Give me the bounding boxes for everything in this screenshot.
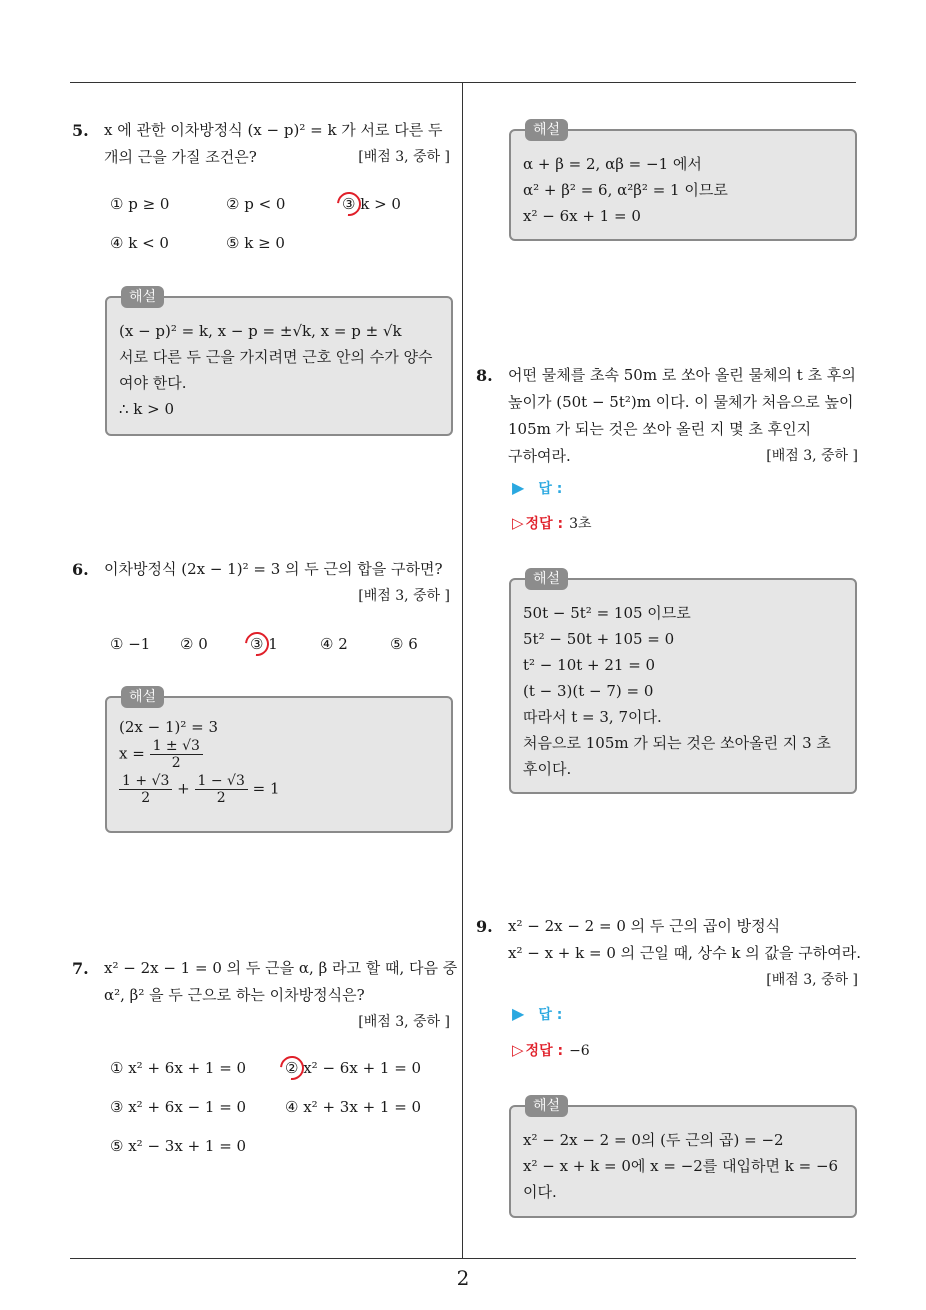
choice-3[interactable]: ③ 1: [250, 635, 278, 653]
explanation-box-9: [509, 1098, 857, 1218]
score-label: [배점 3, 중하 ]: [358, 1014, 450, 1030]
score-label: [배점 3, 중하 ]: [358, 588, 450, 604]
fraction: $\frac{1 - √3}{2}$: [195, 773, 248, 806]
explanation-tag: 해설: [525, 119, 568, 141]
explanation-line: x² − 6x + 1 = 0: [523, 207, 641, 225]
question-text: 어떤 물체를 초속 50m 로 쏘아 올린 물체의 t 초 후의: [508, 366, 856, 384]
choice-2[interactable]: ② x² − 6x + 1 = 0: [285, 1059, 422, 1077]
choice-4[interactable]: ④ x² + 3x + 1 = 0: [285, 1098, 422, 1116]
choice-2[interactable]: ② p < 0: [226, 195, 286, 213]
correct-value: 3초: [569, 516, 592, 532]
outline-triangle-icon: ▷: [512, 514, 524, 532]
question-text: x 에 관한 이차방정식 (x − p)² = k 가 서로 다른 두: [104, 121, 443, 139]
choice-5[interactable]: ⑤ k ≥ 0: [226, 234, 285, 252]
question-number: 7.: [72, 959, 89, 978]
choice-2[interactable]: ② 0: [180, 635, 208, 653]
explanation-line: 50t − 5t² = 105 이므로: [523, 604, 691, 622]
question-text: 높이가 (50t − 5t²)m 이다. 이 물체가 처음으로 높이: [508, 393, 854, 411]
explanation-box-7: [509, 122, 857, 241]
choice-3[interactable]: ③ x² + 6x − 1 = 0: [110, 1098, 247, 1116]
explanation-line: x² − 2x − 2 = 0의 (두 근의 곱) = −2: [523, 1131, 784, 1149]
explanation-box-6: [105, 689, 453, 833]
fraction: $\frac{1 \pm √3}{2}$: [150, 738, 203, 771]
explanation-line: 5t² − 50t + 105 = 0: [523, 630, 675, 648]
choice-4[interactable]: ④ k < 0: [110, 234, 169, 252]
explanation-line: (t − 3)(t − 7) = 0: [523, 682, 654, 700]
question-6: [72, 556, 450, 610]
question-number: 9.: [476, 917, 493, 936]
correct-answer-9: [512, 1040, 590, 1060]
explanation-line: α² + β² = 6, α²β² = 1 이므로: [523, 181, 728, 199]
score-label: [배점 3, 중하 ]: [766, 448, 858, 464]
choice-1[interactable]: ① −1: [110, 635, 151, 653]
explanation-line: (x − p)² = k, x − p = ±√k, x = p ± √k: [119, 322, 402, 340]
play-triangle-icon: ▶: [512, 1004, 525, 1023]
question-text: 구하여라.: [508, 447, 571, 465]
explanation-box-8: [509, 571, 857, 794]
answer-mark-icon: [275, 1051, 309, 1085]
explanation-line: 후이다.: [523, 760, 572, 778]
explanation-line: (2x − 1)² = 3: [119, 718, 219, 736]
question-text: x² − x + k = 0 의 근일 때, 상수 k 의 값을 구하여라.: [508, 944, 862, 962]
question-number: 8.: [476, 366, 493, 385]
question-text: x² − 2x − 2 = 0 의 두 근의 곱이 방정식: [508, 917, 781, 935]
explanation-tag: 해설: [525, 1095, 568, 1117]
explanation-line: [119, 773, 437, 806]
answer-field-8[interactable]: [512, 478, 562, 498]
question-5: [72, 117, 450, 171]
explanation-line: x² − x + k = 0에 x = −2를 대입하면 k = −6: [523, 1157, 839, 1175]
column-divider: [462, 83, 463, 1259]
question-8: [476, 362, 858, 470]
correct-label: 정답 :: [525, 1043, 564, 1059]
explanation-line: t² − 10t + 21 = 0: [523, 656, 656, 674]
score-label: [배점 3, 중하 ]: [358, 149, 450, 165]
choice-1[interactable]: ① p ≥ 0: [110, 195, 170, 213]
explanation-x: x =: [119, 744, 145, 763]
answer-mark-icon: [332, 187, 366, 221]
choice-3[interactable]: ③ k > 0: [342, 195, 401, 213]
correct-label: 정답 :: [525, 516, 564, 532]
question-text: 개의 근을 가질 조건은?: [104, 148, 257, 166]
explanation-line: α + β = 2, αβ = −1 에서: [523, 155, 702, 173]
explanation-line: 이다.: [523, 1183, 557, 1201]
question-text: 이차방정식 (2x − 1)² = 3 의 두 근의 합을 구하면?: [104, 560, 443, 578]
question-number: 5.: [72, 121, 89, 140]
explanation-tag: 해설: [525, 568, 568, 590]
explanation-box-5: [105, 289, 453, 436]
plus-sign: +: [177, 779, 190, 798]
choice-1[interactable]: ① x² + 6x + 1 = 0: [110, 1059, 247, 1077]
explanation-line: 여야 한다.: [119, 374, 187, 392]
correct-answer-8: [512, 513, 592, 533]
answer-field-9[interactable]: [512, 1004, 562, 1024]
explanation-line: 서로 다른 두 근을 가지려면 근호 안의 수가 양수: [119, 348, 433, 366]
explanation-line: 처음으로 105m 가 되는 것은 쏘아올린 지 3 초: [523, 734, 831, 752]
answer-label: 답 :: [538, 1007, 563, 1023]
correct-value: −6: [569, 1043, 590, 1059]
question-text: 105m 가 되는 것은 쏘아 올린 지 몇 초 후인지: [508, 420, 812, 438]
question-9: [476, 913, 862, 994]
fraction: $\frac{1 + √3}{2}$: [119, 773, 172, 806]
question-number: 6.: [72, 560, 89, 579]
result: = 1: [252, 779, 280, 798]
explanation-line: 따라서 t = 3, 7이다.: [523, 708, 662, 726]
choice-4[interactable]: ④ 2: [320, 635, 348, 653]
answer-label: 답 :: [538, 481, 563, 497]
choice-5[interactable]: ⑤ x² − 3x + 1 = 0: [110, 1137, 247, 1155]
explanation-tag: 해설: [121, 686, 164, 708]
question-7: [72, 955, 458, 1036]
choice-5[interactable]: ⑤ 6: [390, 635, 418, 653]
answer-mark-icon: [240, 627, 274, 661]
question-text: α², β² 을 두 근으로 하는 이차방정식은?: [104, 986, 365, 1004]
explanation-line: [119, 738, 437, 771]
play-triangle-icon: ▶: [512, 478, 525, 497]
explanation-tag: 해설: [121, 286, 164, 308]
outline-triangle-icon: ▷: [512, 1041, 524, 1059]
score-label: [배점 3, 중하 ]: [766, 972, 858, 988]
top-rule: [70, 82, 856, 83]
page-number: 2: [456, 1266, 470, 1290]
bottom-rule: [70, 1258, 856, 1259]
question-text: x² − 2x − 1 = 0 의 두 근을 α, β 라고 할 때, 다음 중: [104, 959, 458, 977]
explanation-line: ∴ k > 0: [119, 400, 175, 418]
